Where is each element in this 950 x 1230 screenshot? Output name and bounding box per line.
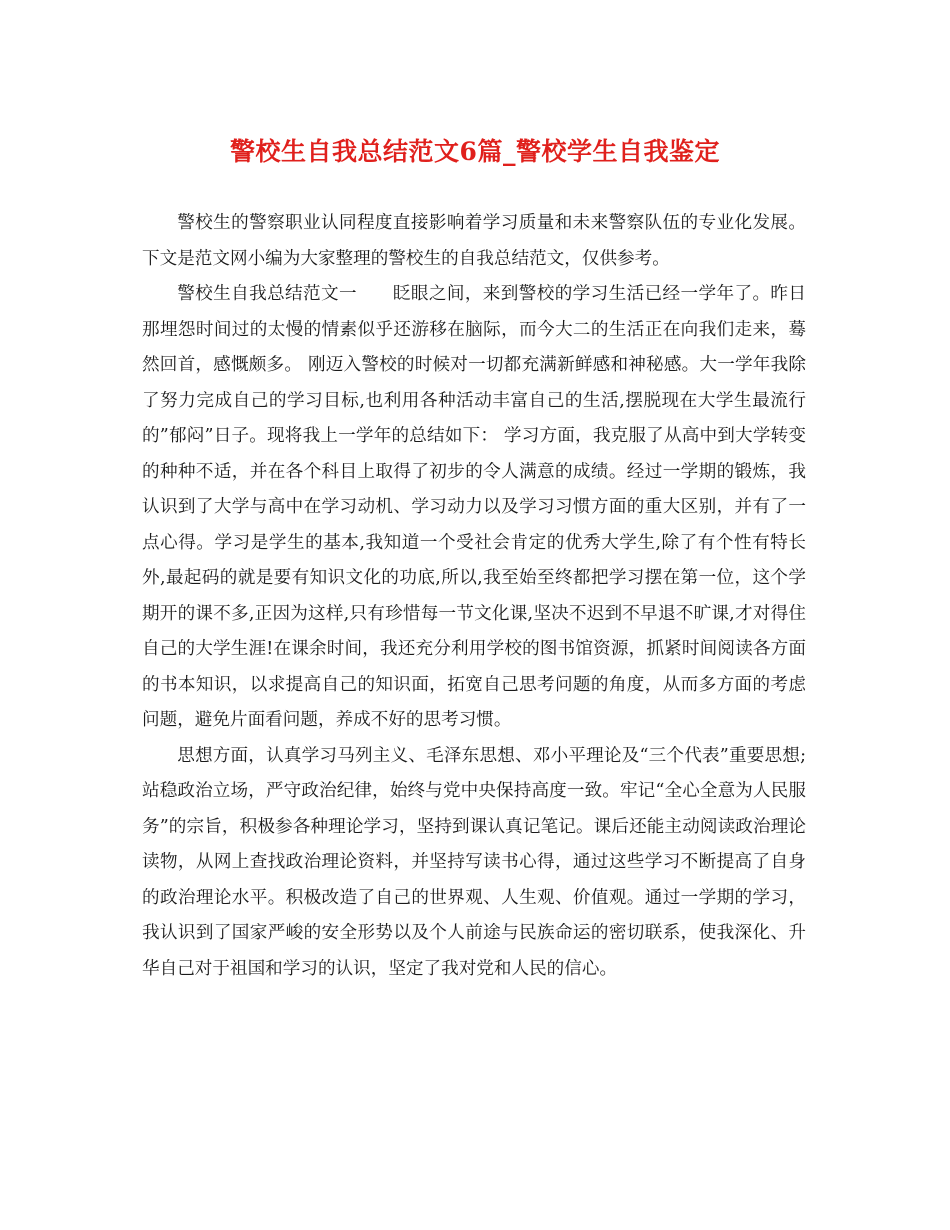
thought-paragraph: 思想方面，认真学习马列主义、毛泽东思想、邓小平理论及“三个代表”重要思想;站稳政治立场，严守政治纪律，始终与党中央保持高度一致。牢记“全心全意为人民服务”的宗旨，积极参各种理论学习，坚持到课认真记笔记。课后还能主动阅读政治理论读物，从网上查找政治理论资料，并坚持写读书心得，通过这些学习不断提高了自身的政治理论水平。积极改造了自己的世界观、人生观、价值观。通过一学期的学习，我认识到了国家严峻的安全形势以及个人前途与民族命运的密切联系，使我深化、升华自己对于祖国和学习的认识，坚定了我对党和人民的信心。 [142, 745, 806, 979]
document-title: 警校生自我总结范文6篇_警校学生自我鉴定 [230, 137, 720, 166]
intro-paragraph: 警校生的警察职业认同程度直接影响着学习质量和未来警察队伍的专业化发展。下文是范文网小编为大家整理的警校生的自我总结范文，仅供参考。 [142, 213, 806, 269]
essay-one-study-paragraph: 警校生自我总结范文一 眨眼之间，来到警校的学习生活已经一学年了。昨日那埋怨时间过的太慢的情素似乎还游移在脑际，而今大二的生活正在向我们走来，蓦然回首，感慨颇多。 刚迈入警校的时候对一切都充满新鲜感和神秘感。大一学年我除了努力完成自己的学习目标,也利用各种活动丰富自己的生活,摆脱现在大学生最流行的”郁闷”日子。现将我上一学年的总结如下： 学习方面，我克服了从高中到大学转变的种种不适，并在各个科目上取得了初步的令人满意的成绩。经过一学期的锻炼，我认识到了大学与高中在学习动机、学习动力以及学习习惯方面的重大区别，并有了一点心得。学习是学生的基本,我知道一个受社会肯定的优秀大学生,除了有个性有特长外,最起码的就是要有知识文化的功底,所以,我至始至终都把学习摆在第一位，这个学期开的课不多,正因为这样,只有珍惜每一节文化课,坚决不迟到不早退不旷课,才对得住自己的大学生涯!在课余时间，我还充分利用学校的图书馆资源，抓紧时间阅读各方面的书本知识，以求提高自己的知识面，拓宽自己思考问题的角度，从而多方面的考虑问题，避免片面看问题，养成不好的思考习惯。 [142, 284, 806, 730]
document-body [142, 206, 806, 987]
